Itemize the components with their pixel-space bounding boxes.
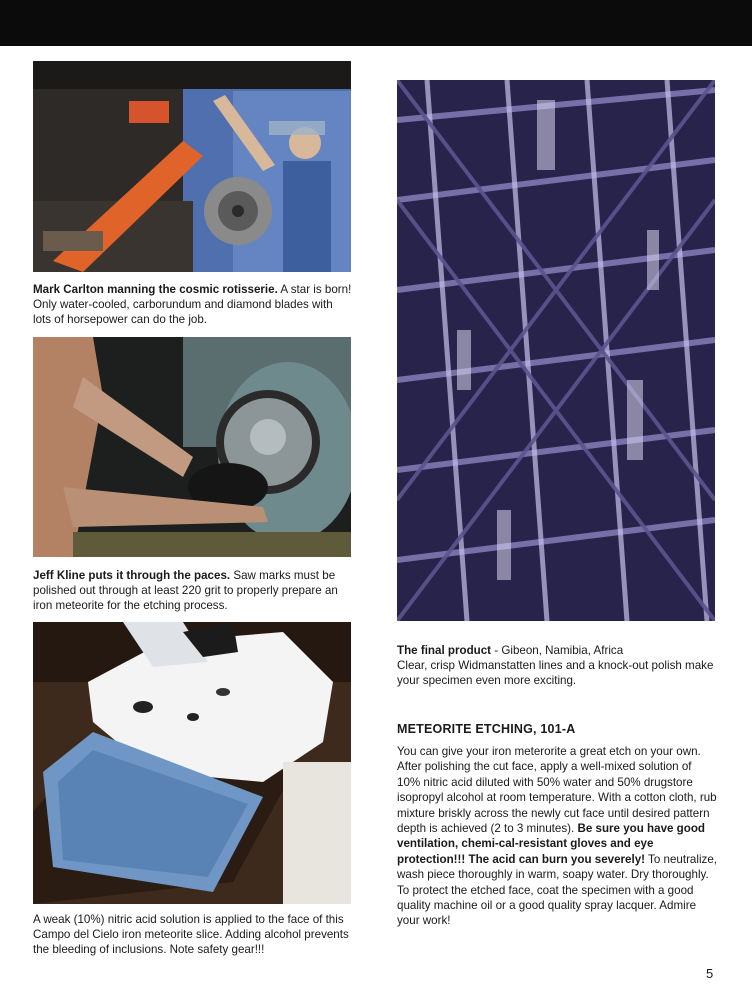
photo-polishing	[33, 337, 351, 557]
photo-saw-cutting	[33, 61, 351, 272]
page-number: 5	[706, 966, 714, 981]
safety-warning: Be sure you have good ventilation, chemi-cal-resistant gloves and eye protection!!! The acid can burn you severely!	[397, 822, 706, 866]
photo-acid-etching	[33, 622, 351, 904]
section-title: METEORITE ETCHING, 101-A	[397, 722, 576, 736]
header-bar	[0, 0, 752, 46]
caption-polish: Jeff Kline puts it through the paces. Saw marks must be polished out through at least 220 grit to properly prepare an iron meteorite for the etching process.	[33, 569, 338, 613]
caption-acid: A weak (10%) nitric acid solution is applied to the face of this Campo del Cielo iron meteorite slice. Adding alcohol prevents the bleeding of inclusions. Note safety gear!!!	[33, 913, 349, 957]
etching-instructions: You can give your iron meterorite a great etch on your own. After polishing the cut face, apply a well-mixed solution of 10% nitric acid diluted with 50% water and 50% drugstore isopropyl alcohol at room temperature. With a cotton cloth, rub mixture briskly across the newly cut face until desired pattern depth is achieved (2 to 3 minutes). Be sure you have good ventilation, chemi-cal-resistant gloves and eye protection!!! The acid can burn you severely! To neutralize, wash piece thoroughly in warm, soapy water. Dry thoroughly. To protect the etched face, coat the specimen with a good quality machine oil or a good quality spray lacquer. Admire your work!	[397, 745, 717, 928]
caption-saw: Mark Carlton manning the cosmic rotisserie. A star is born! Only water-cooled, carborundum and diamond blades with lots of horsepower can do the job.	[33, 283, 352, 327]
photo-widmanstatten	[397, 80, 715, 621]
caption-final: The final product - Gibeon, Namibia, Africa Clear, crisp Widmanstatten lines and a knock-out polish make your specimen even more exciting.	[397, 644, 714, 688]
